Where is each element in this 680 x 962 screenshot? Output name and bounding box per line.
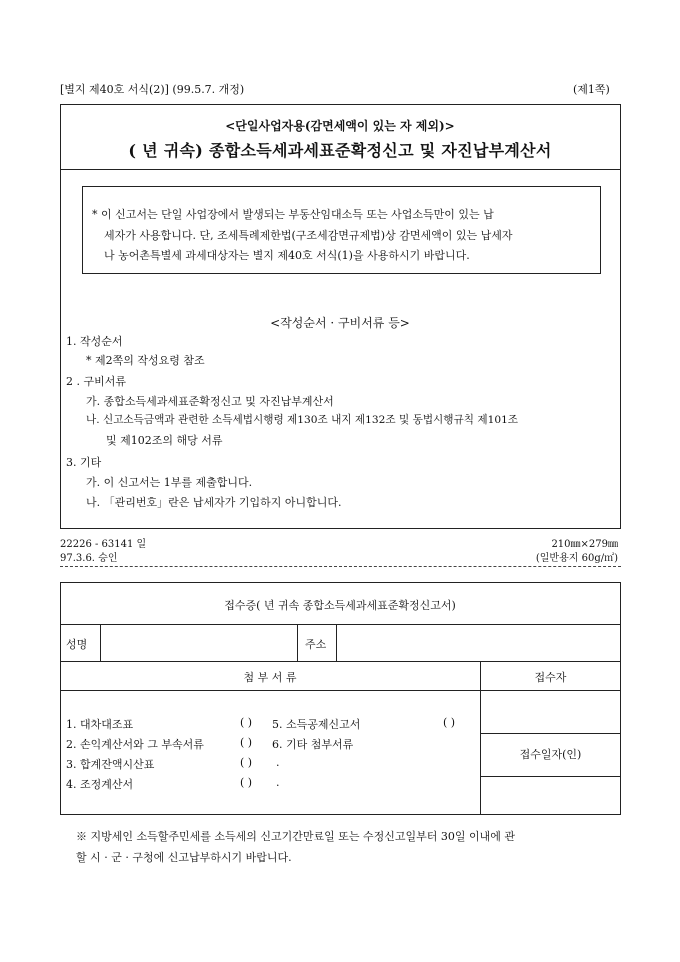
address-field[interactable] xyxy=(340,628,618,658)
form-subtitle: <단일사업자용(감면세액이 있는 자 제외)> xyxy=(225,119,455,133)
section-3-title: 3. 기타 xyxy=(66,456,102,469)
name-field[interactable] xyxy=(107,628,295,658)
receipt-row-divider-3 xyxy=(60,690,621,691)
paper-size: 210㎜×279㎜ xyxy=(551,539,618,550)
attachment-mark-2[interactable]: ( ) xyxy=(240,736,253,749)
receipt-frame xyxy=(60,582,621,815)
form-code: 22226 - 63141 일 xyxy=(60,539,147,550)
approval-date: 97.3.6. 승인 xyxy=(60,553,118,564)
section-2-item-a: 가. 종합소득세과세표준확정신고 및 자진납부계산서 xyxy=(86,395,334,408)
receipt-title: 접수증( 년 귀속 종합소득세과세표준확정신고서) xyxy=(224,599,456,612)
section-3-item-a: 가. 이 신고서는 1부를 제출합니다. xyxy=(86,476,253,489)
form-title: ( 년 귀속) 종합소득세과세표준확정신고 및 자진납부계산서 xyxy=(128,141,552,160)
attachment-item-3: 3. 합계잔액시산표 xyxy=(66,758,155,771)
bottom-note-line-2: 할 시 · 군 · 구청에 신고납부하시기 바랍니다. xyxy=(76,851,292,864)
address-label: 주소 xyxy=(305,638,327,651)
attachment-item-8: . xyxy=(276,776,280,789)
attachment-item-2: 2. 손익계산서와 그 부속서류 xyxy=(66,738,204,751)
instructions-heading: <작성순서 · 구비서류 등> xyxy=(270,316,410,330)
receiver-divider xyxy=(480,733,621,734)
notice-line-3: 나 농어촌특별세 과세대상자는 별지 제40호 서식(1)을 사용하시기 바랍니다. xyxy=(104,249,470,262)
paper-type: (일반용지 60g/㎡) xyxy=(535,553,618,564)
section-1-title: 1. 작성순서 xyxy=(66,335,123,348)
form-reference: [별지 제40호 서식(2)] (99.5.7. 개정) xyxy=(60,83,245,96)
receipt-date-label: 접수일자(인) xyxy=(519,748,582,761)
section-2-title: 2 . 구비서류 xyxy=(66,375,126,388)
attachments-header: 첨 부 서 류 xyxy=(243,671,297,684)
cut-line xyxy=(60,566,621,567)
section-1-item: * 제2쪽의 작성요령 참조 xyxy=(86,354,205,367)
attachment-mark-4[interactable]: ( ) xyxy=(240,776,253,789)
notice-line-2: 세자가 사용합니다. 단, 조세특례제한법(구조세감면규제법)상 감면세액이 있는 납세자 xyxy=(104,229,513,242)
page-label: (제1쪽) xyxy=(573,83,610,96)
receipt-row-divider-2 xyxy=(60,661,621,662)
notice-line-1: * 이 신고서는 단일 사업장에서 발생되는 부동산임대소득 또는 사업소득만이 있는 납 xyxy=(92,208,494,221)
attachment-item-4: 4. 조정계산서 xyxy=(66,778,134,791)
section-2-item-b-line-1: 나. 신고소득금액과 관련한 소득세법시행령 제130조 내지 제132조 및 동법시행규칙 제101조 xyxy=(86,414,519,426)
section-3-item-b: 나. 「관리번호」란은 납세자가 기입하지 아니합니다. xyxy=(86,496,342,509)
section-2-item-b-line-2: 및 제102조의 해당 서류 xyxy=(106,434,223,447)
name-col-divider xyxy=(100,624,101,661)
receipt-row-divider-1 xyxy=(60,624,621,625)
attachment-item-7: . xyxy=(276,756,280,769)
attachment-mark-5[interactable]: ( ) xyxy=(443,716,456,729)
receiver-label: 접수자 xyxy=(534,671,567,684)
address-col-divider-1 xyxy=(297,624,298,661)
bottom-note-line-1: ※ 지방세인 소득할주민세를 소득세의 신고기간만료일 또는 수정신고일부터 30일 이내에 관 xyxy=(76,830,515,843)
attachment-mark-3[interactable]: ( ) xyxy=(240,756,253,769)
attachment-item-5: 5. 소득공제신고서 xyxy=(272,718,361,731)
attachment-item-6: 6. 기타 첨부서류 xyxy=(272,738,354,751)
title-divider xyxy=(60,169,621,170)
date-divider xyxy=(480,776,621,777)
attachment-item-1: 1. 대차대조표 xyxy=(66,718,134,731)
name-label: 성명 xyxy=(66,638,88,651)
attachment-mark-1[interactable]: ( ) xyxy=(240,716,253,729)
address-col-divider-2 xyxy=(336,624,337,661)
